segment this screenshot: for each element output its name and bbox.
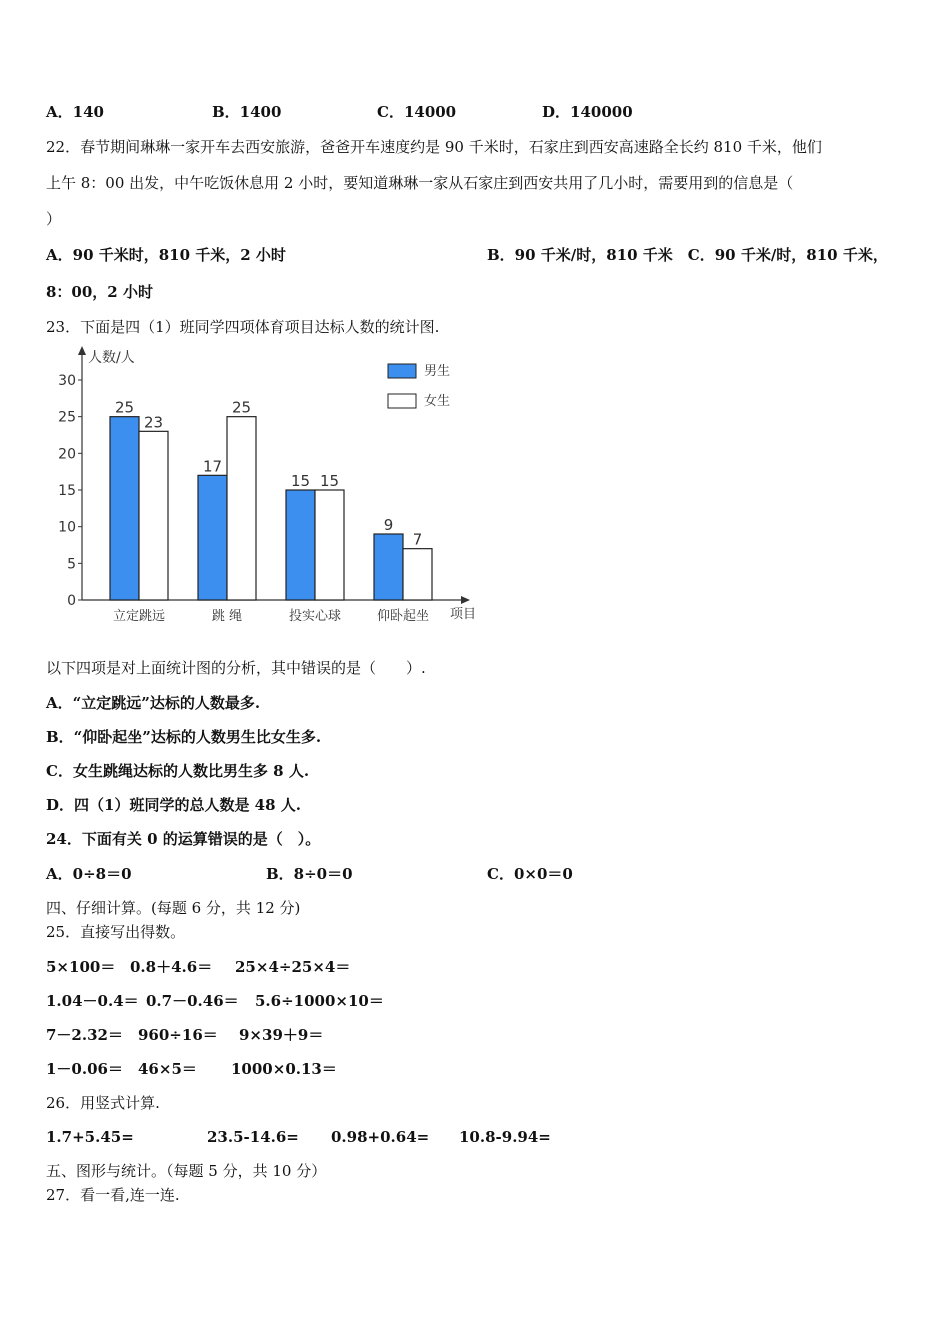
bar-2-0 xyxy=(286,490,315,600)
bar-3-0 xyxy=(374,534,403,600)
q25-r2-c3: 5.6÷1000×10＝ xyxy=(255,992,384,1010)
q21-option-d: D．140000 xyxy=(542,103,633,121)
bar-1-0 xyxy=(198,475,227,600)
q26-item-2: 23.5-14.6= xyxy=(207,1128,299,1146)
q26-title: 26．用竖式计算. xyxy=(46,1094,160,1112)
y-axis-label: 人数/人 xyxy=(88,350,135,366)
q23-option-b: B．“仰卧起坐”达标的人数男生比女生多. xyxy=(46,728,322,746)
q22-text-line-2: 上午 8：00 出发，中午吃饭休息用 2 小时，要知道琳琳一家从石家庄到西安共用了几小时，需要用到的信息是（ xyxy=(46,174,794,192)
y-axis-arrow xyxy=(78,346,86,355)
x-axis-arrow xyxy=(461,596,470,604)
q25-r1-c2: 0.8＋4.6＝ xyxy=(130,958,213,976)
q25-r2-c2: 0.7－0.46＝ xyxy=(146,992,239,1010)
q25-r1-c1: 5×100＝ xyxy=(46,958,116,976)
bar-value-label-0-1: 23 xyxy=(143,413,164,432)
legend-label-boys: 男生 xyxy=(424,364,451,379)
q25-r3-c2: 960÷16＝ xyxy=(138,1026,218,1044)
y-tick-label-0: 0 xyxy=(67,593,76,609)
q21-option-c: C．14000 xyxy=(377,103,457,121)
q25-r4-c3: 1000×0.13＝ xyxy=(231,1060,337,1078)
q22-text-line-3: ） xyxy=(46,210,62,228)
bar-1-1 xyxy=(227,417,256,600)
q23-option-c: C．女生跳绳达标的人数比男生多 8 人. xyxy=(46,762,310,780)
q24-option-b: B．8÷0＝0 xyxy=(266,865,353,883)
q24-option-a: A．0÷8＝0 xyxy=(46,865,132,883)
q24-title: 24．下面有关 0 的运算错误的是（ ）。 xyxy=(46,830,321,848)
section-4-heading: 四、仔细计算。(每题 6 分，共 12 分) xyxy=(46,899,301,917)
q26-item-3: 0.98+0.64= xyxy=(331,1128,430,1146)
q25-r4-c2: 46×5＝ xyxy=(138,1060,197,1078)
q22-text-line-1: 22．春节期间琳琳一家开车去西安旅游，爸爸开车速度约是 90 千米时，石家庄到西安高速路全长约 810 千米，他们 xyxy=(46,138,822,156)
legend-swatch-girls xyxy=(388,394,416,408)
q25-r3-c1: 7－2.32＝ xyxy=(46,1026,123,1044)
x-category-label-1: 跳 绳 xyxy=(211,609,243,624)
q25-r2-c1: 1.04－0.4＝ xyxy=(46,992,139,1010)
y-tick-label-2: 10 xyxy=(58,519,76,536)
q26-item-1: 1.7+5.45= xyxy=(46,1128,134,1146)
bar-0-0 xyxy=(110,417,139,600)
bar-chart xyxy=(46,340,486,630)
x-category-label-0: 立定跳远 xyxy=(112,609,166,624)
bar-value-label-1-0: 17 xyxy=(202,457,223,476)
bar-0-1 xyxy=(139,431,168,600)
bar-2-1 xyxy=(315,490,344,600)
bar-value-label-2-0: 15 xyxy=(290,472,311,490)
bar-3-1 xyxy=(403,549,432,600)
q22-option-bc: B．90 千米/时，810 千米 C．90 千米/时，810 千米， xyxy=(487,246,888,264)
legend-swatch-boys xyxy=(388,364,416,378)
q22-option-a: A．90 千米时，810 千米，2 小时 xyxy=(46,246,286,264)
q23-option-d: D．四（1）班同学的总人数是 48 人. xyxy=(46,796,301,814)
q24-option-c: C．0×0＝0 xyxy=(487,865,573,883)
q27-title: 27．看一看,连一连. xyxy=(46,1186,180,1204)
y-tick-label-3: 15 xyxy=(58,483,76,499)
q25-r1-c3: 25×4÷25×4＝ xyxy=(235,958,351,976)
legend-label-girls: 女生 xyxy=(424,394,451,409)
y-tick-label-6: 30 xyxy=(58,373,76,389)
bar-value-label-3-1: 7 xyxy=(412,530,423,549)
q23-question: 以下四项是对上面统计图的分析，其中错误的是（ ）. xyxy=(46,659,426,677)
x-category-label-2: 投实心球 xyxy=(288,609,342,624)
x-category-label-3: 仰卧起坐 xyxy=(376,609,430,624)
section-5-heading: 五、图形与统计。（每题 5 分，共 10 分） xyxy=(46,1162,327,1180)
q25-r3-c3: 9×39＋9＝ xyxy=(239,1026,324,1044)
q23-title: 23．下面是四（1）班同学四项体育项目达标人数的统计图. xyxy=(46,318,440,336)
q21-option-a: A．140 xyxy=(46,103,104,121)
y-tick-label-4: 20 xyxy=(58,446,76,463)
x-axis-label: 项目 xyxy=(450,607,477,622)
q25-r4-c1: 1－0.06＝ xyxy=(46,1060,123,1078)
q21-option-b: B．1400 xyxy=(212,103,282,121)
y-tick-label-5: 25 xyxy=(58,409,76,426)
q25-title: 25．直接写出得数。 xyxy=(46,923,186,941)
bar-value-label-3-0: 9 xyxy=(383,516,394,534)
bar-value-label-0-0: 25 xyxy=(114,398,135,417)
bar-value-label-2-1: 15 xyxy=(319,472,340,490)
bar-value-label-1-1: 25 xyxy=(231,398,252,417)
q26-item-4: 10.8-9.94= xyxy=(459,1128,551,1146)
q23-option-a: A．“立定跳远”达标的人数最多. xyxy=(46,694,261,712)
q22-option-c-cont: 8：00，2 小时 xyxy=(46,283,153,301)
y-tick-label-1: 5 xyxy=(67,556,76,573)
